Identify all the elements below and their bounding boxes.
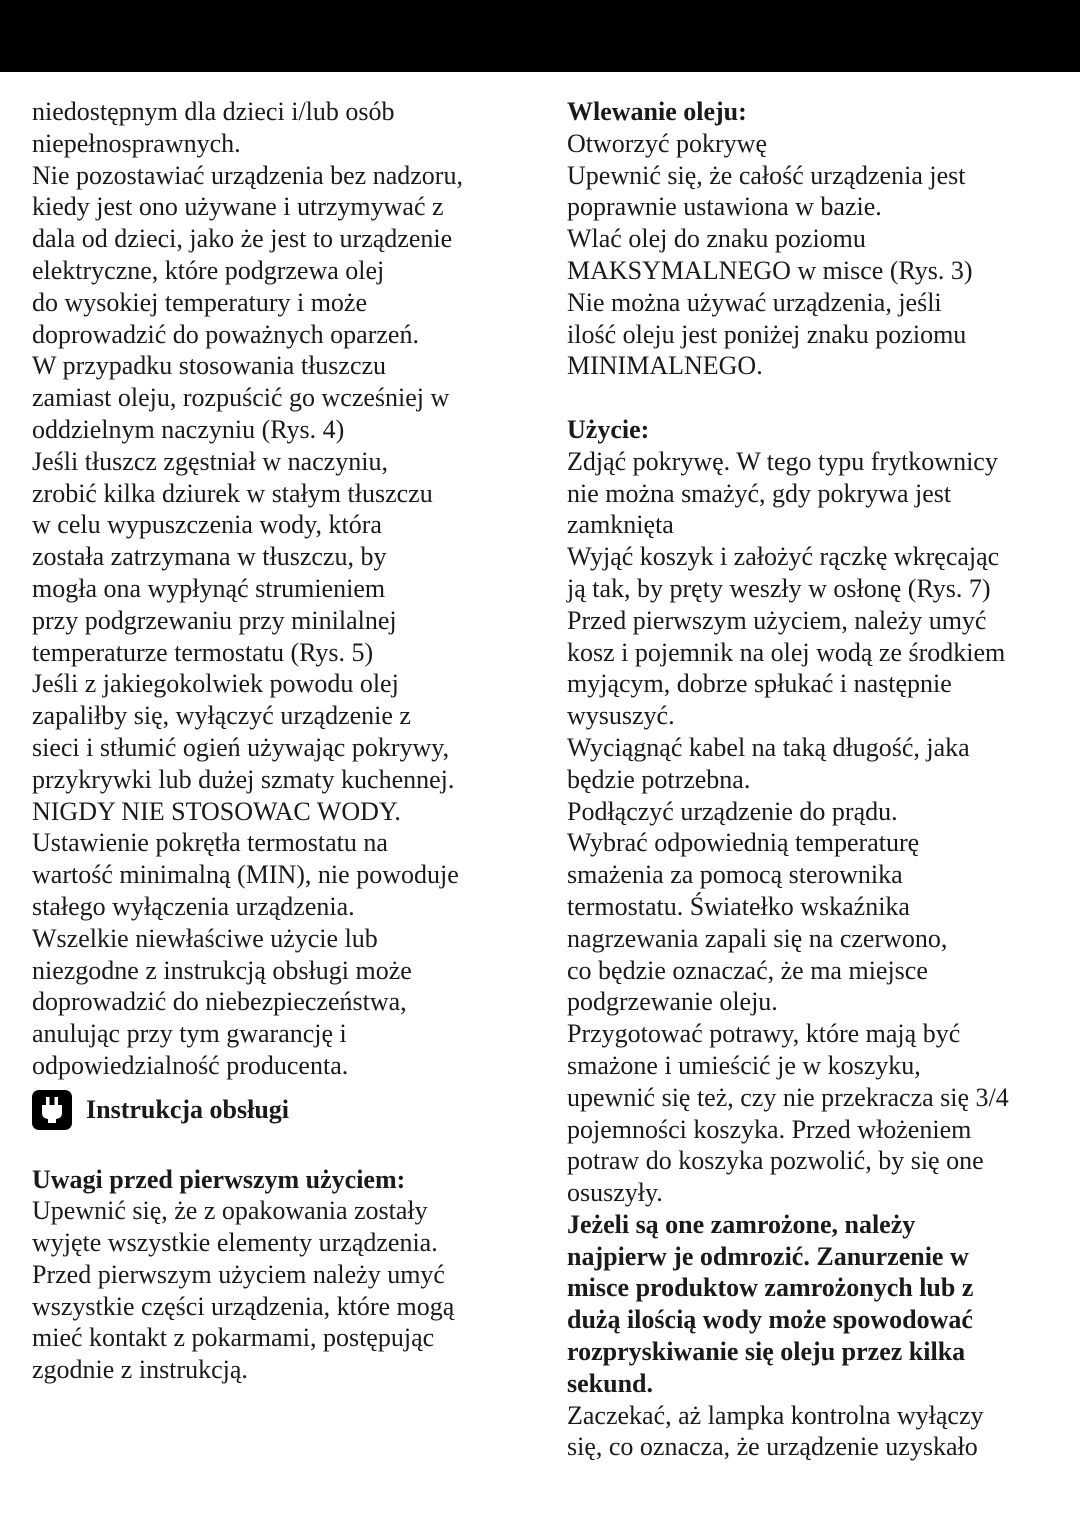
warning-line: sekund. [567, 1368, 653, 1398]
text-line: niedostępnym dla dzieci i/lub osób [32, 97, 395, 126]
text-line: Upewnić się, że z opakowania zostały [32, 1196, 428, 1226]
text-line: poprawnie ustawiona w bazie. [567, 192, 882, 222]
text-line: Zdjąć pokrywę. W tego typu frytkownicy [567, 446, 998, 476]
text-line: wszystkie części urządzenia, które mogą [32, 1291, 455, 1321]
text-line: elektryczne, które podgrzewa olej [32, 255, 385, 285]
left-column [32, 96, 532, 1386]
text-line: doprowadzić do poważnych oparzeń. [32, 319, 419, 349]
text-line: Przygotować potrawy, które mają być [567, 1019, 961, 1049]
heading-pouring-oil: Wlewanie oleju: [567, 97, 747, 126]
text-line: smażone i umieścić je w koszyku, [567, 1050, 921, 1080]
top-header-bar [0, 0, 1080, 72]
right-bold-warning [567, 1209, 1067, 1400]
text-line: potraw do koszyka pozwolić, by się one [567, 1146, 984, 1176]
text-line: Otworzyć pokrywę [567, 128, 767, 158]
text-line: Jeśli tłuszcz zgęstniał w naczyniu, [32, 446, 388, 476]
text-line: mieć kontakt z pokarmami, postępując [32, 1323, 435, 1353]
text-line: smażenia za pomocą sterownika [567, 860, 903, 890]
text-line: doprowadzić do niebezpieczeństwa, [32, 987, 407, 1017]
text-line: niepełnosprawnych. [32, 128, 241, 158]
text-line: się, co oznacza, że urządzenie uzyskało [567, 1432, 978, 1462]
text-line: Ustawienie pokrętła termostatu na [32, 828, 388, 858]
warning-line: najpierw je odmrozić. Zanurzenie w [567, 1241, 969, 1271]
text-line: Zaczekać, aż lampka kontrolna wyłączy [567, 1400, 984, 1430]
text-line: Wyjąć koszyk i założyć rączkę wkręcając [567, 542, 1000, 572]
section-title-text: Instrukcja obsługi [86, 1094, 289, 1124]
text-line: przykrywki lub dużej szmaty kuchennej. [32, 764, 455, 794]
right-paragraph-indicator [567, 1400, 1067, 1464]
text-line: sieci i stłumić ogień używając pokrywy, [32, 732, 450, 762]
text-line: temperaturze termostatu (Rys. 5) [32, 637, 374, 667]
text-line: w celu wypuszczenia wody, która [32, 510, 382, 540]
text-line: przy podgrzewaniu przy minilalnej [32, 605, 397, 635]
plug-icon [32, 1090, 72, 1130]
text-line: Wlać olej do znaku poziomu [567, 224, 866, 254]
warning-line: rozpryskiwanie się oleju przez kilka [567, 1337, 966, 1367]
text-line: oddzielnym naczyniu (Rys. 4) [32, 414, 345, 444]
text-line: kosz i pojemnik na olej wodą ze środkiem [567, 637, 1006, 667]
text-line: MAKSYMALNEGO w misce (Rys. 3) [567, 255, 973, 285]
text-line: zamknięta [567, 510, 674, 540]
text-line: anulując przy tym gwarancję i [32, 1019, 347, 1049]
warning-line: Jeżeli są one zamrożone, należy [567, 1209, 916, 1239]
section-title-instructions [32, 1088, 532, 1132]
warning-line: dużą ilością wody może spowodować [567, 1305, 973, 1335]
text-line: Podłączyć urządzenie do prądu. [567, 796, 898, 826]
text-line: Nie można używać urządzenia, jeśli [567, 287, 942, 317]
text-line: Wyciągnąć kabel na taką długość, jaka [567, 732, 970, 762]
text-line: Wszelkie niewłaściwe użycie lub [32, 923, 378, 953]
text-line: stałego wyłączenia urządzenia. [32, 891, 355, 921]
text-line: nagrzewania zapali się na czerwono, [567, 923, 948, 953]
text-line: Wybrać odpowiednią temperaturę [567, 828, 920, 858]
text-line: upewnić się też, czy nie przekracza się 3/4 [567, 1082, 1009, 1112]
text-line: pojemności koszyka. Przed włożeniem [567, 1114, 972, 1144]
text-line: do wysokiej temperatury i może [32, 287, 368, 317]
right-column [567, 96, 1067, 1463]
text-line: zapaliłby się, wyłączyć urządzenie z [32, 701, 411, 731]
text-line: zrobić kilka dziurek w stałym tłuszczu [32, 478, 433, 508]
text-line: ją tak, by pręty weszły w osłonę (Rys. 7) [567, 573, 991, 603]
text-line: MINIMALNEGO. [567, 351, 763, 381]
text-line: myjącym, dobrze spłukać i następnie [567, 669, 952, 699]
text-line: osuszyły. [567, 1178, 663, 1208]
text-line: wartość minimalną (MIN), nie powoduje [32, 860, 459, 890]
text-line: Jeśli z jakiegokolwiek powodu olej [32, 669, 399, 699]
text-line: termostatu. Światełko wskaźnika [567, 891, 910, 921]
text-line: zamiast oleju, rozpuścić go wcześniej w [32, 383, 450, 413]
text-line: NIGDY NIE STOSOWAC WODY. [32, 796, 401, 826]
text-line: niezgodne z instrukcją obsługi może [32, 955, 412, 985]
text-line: Przed pierwszym użyciem należy umyć [32, 1259, 445, 1289]
text-line: W przypadku stosowania tłuszczu [32, 351, 387, 381]
text-line: będzie potrzebna. [567, 764, 751, 794]
text-line: co będzie oznaczać, że ma miejsce [567, 955, 928, 985]
text-line: Nie pozostawiać urządzenia bez nadzoru, [32, 160, 463, 190]
subheading-before-first-use: Uwagi przed pierwszym użyciem: [32, 1164, 406, 1194]
text-line: dala od dzieci, jako że jest to urządzenie [32, 224, 453, 254]
text-line: została zatrzymana w tłuszczu, by [32, 542, 387, 572]
text-line: wysuszyć. [567, 701, 675, 731]
right-paragraph-usage [567, 446, 1067, 1209]
left-paragraph-safety [32, 96, 532, 1082]
text-line: kiedy jest ono używane i utrzymywać z [32, 192, 444, 222]
text-line: nie można smażyć, gdy pokrywa jest [567, 478, 952, 508]
text-line: podgrzewanie oleju. [567, 987, 778, 1017]
right-paragraph-pouring-oil [567, 128, 1067, 382]
text-line: Upewnić się, że całość urządzenia jest [567, 160, 966, 190]
text-line: ilość oleju jest poniżej znaku poziomu [567, 319, 967, 349]
text-line: wyjęte wszystkie elementy urządzenia. [32, 1228, 438, 1258]
text-line: Przed pierwszym użyciem, należy umyć [567, 605, 987, 635]
left-paragraph-first-use [32, 1195, 532, 1386]
text-line: zgodnie z instrukcją. [32, 1355, 248, 1385]
heading-usage: Użycie: [567, 414, 650, 444]
text-line: odpowiedzialność producenta. [32, 1050, 349, 1080]
warning-line: misce produktow zamrożonych lub z [567, 1273, 974, 1303]
text-line: mogła ona wypłynąć strumieniem [32, 573, 386, 603]
